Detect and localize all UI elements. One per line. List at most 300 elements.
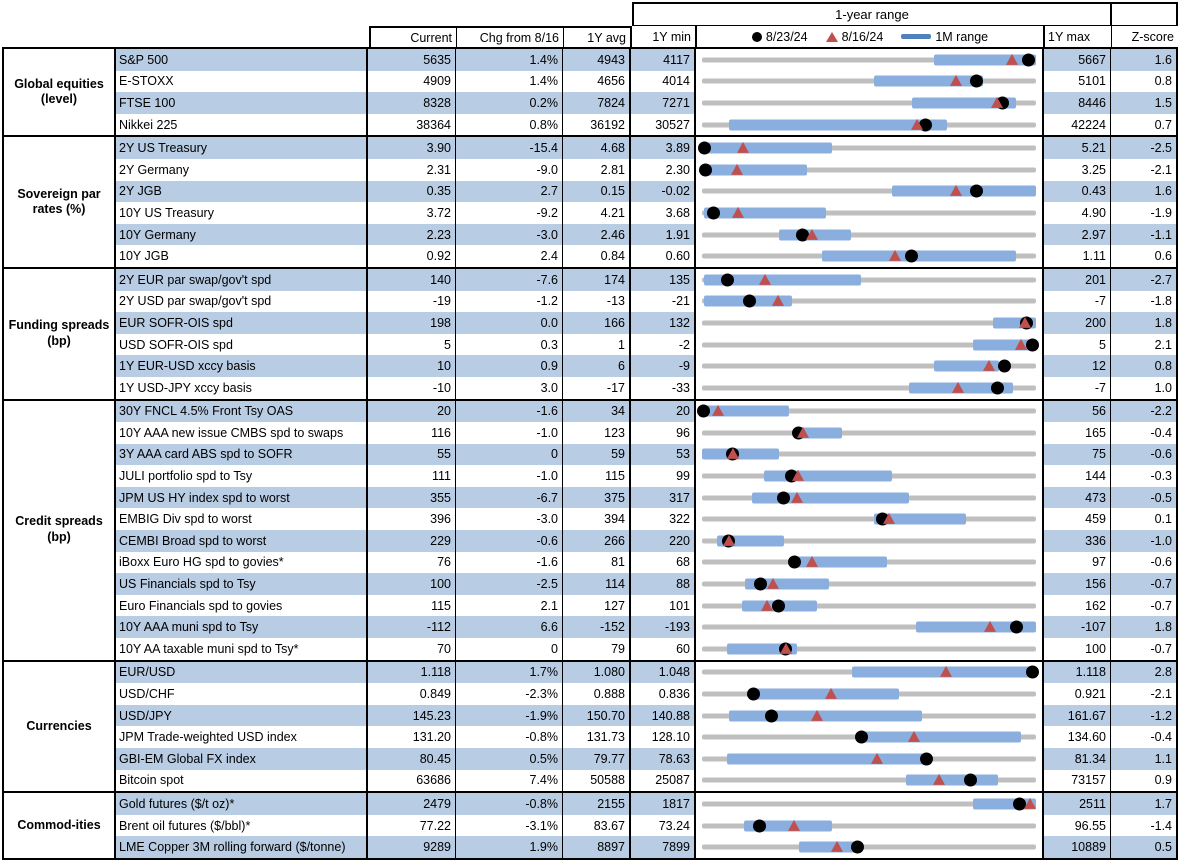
cell-current: 140 [368, 269, 456, 291]
cell-current: 76 [368, 552, 456, 574]
range-chart-cell [696, 726, 1044, 748]
cell-1y-min: 60 [631, 638, 696, 660]
row-label: S&P 500 [116, 49, 368, 71]
cell-1y-max: 162 [1044, 595, 1111, 617]
current-level-dot [920, 752, 933, 765]
column-header-1y-min: 1Y min [632, 26, 697, 47]
range-chart-cell [696, 92, 1044, 114]
range-chart-cell [696, 269, 1044, 291]
prior-week-triangle [991, 97, 1003, 108]
current-level-dot [1022, 53, 1035, 66]
cell-1y-min: 0.60 [631, 245, 696, 267]
row-label: US Financials spd to Tsy [116, 573, 368, 595]
prior-week-triangle [737, 142, 749, 153]
cell-1y-avg: 34 [563, 401, 631, 423]
cell-1y-avg: 166 [563, 312, 631, 334]
cell-1y-max: 5101 [1044, 71, 1111, 93]
cell-1y-avg: 7824 [563, 92, 631, 114]
row-label: CEMBI Broad spd to worst [116, 530, 368, 552]
row-label: 2Y JGB [116, 181, 368, 203]
one-month-range-bar [704, 207, 826, 218]
range-chart-cell [696, 137, 1044, 159]
cell-1y-avg: 266 [563, 530, 631, 552]
cell-1y-avg: 4943 [563, 49, 631, 71]
row-label: 2Y USD par swap/gov't spd [116, 291, 368, 313]
cell-1y-min: 0.836 [631, 683, 696, 705]
range-track [702, 232, 1036, 237]
header-spacer [2, 26, 369, 47]
cell-1y-min: 4014 [631, 71, 696, 93]
cell-z-score: -0.7 [1111, 573, 1176, 595]
cell-1y-min: -33 [631, 377, 696, 399]
cell-1y-max: 156 [1044, 573, 1111, 595]
current-level-dot [754, 578, 767, 591]
group-1 [4, 135, 1176, 267]
cell-chg: -1.2 [456, 291, 563, 313]
range-chart-cell [696, 114, 1044, 136]
cell-1y-min: 73.24 [631, 815, 696, 837]
cell-z-score: 1.6 [1111, 49, 1176, 71]
range-chart-cell [696, 573, 1044, 595]
black-dot-icon [752, 32, 762, 42]
cell-1y-max: 100 [1044, 638, 1111, 660]
prior-week-triangle [871, 753, 883, 764]
row-label: JPM Trade-weighted USD index [116, 726, 368, 748]
cell-current: 0.92 [368, 245, 456, 267]
cell-chg: -7.6 [456, 269, 563, 291]
row-label: 10Y AAA muni spd to Tsy [116, 616, 368, 638]
cell-1y-avg: 0.15 [563, 181, 631, 203]
cell-z-score: -1.1 [1111, 224, 1176, 246]
one-month-range-bar [729, 710, 923, 721]
range-chart-cell [696, 662, 1044, 684]
cell-1y-max: 2511 [1044, 793, 1111, 815]
cell-current: 2479 [368, 793, 456, 815]
row-label: USD SOFR-OIS spd [116, 334, 368, 356]
group-label [4, 793, 116, 858]
cell-1y-avg: 115 [563, 465, 631, 487]
legend-item-bar [901, 30, 988, 44]
current-level-dot [747, 688, 760, 701]
row-label: EUR/USD [116, 662, 368, 684]
header-row-columns [2, 26, 1178, 47]
cell-1y-max: 56 [1044, 401, 1111, 423]
cell-1y-avg: 4.21 [563, 202, 631, 224]
group-label [4, 269, 116, 399]
prior-week-triangle [1024, 798, 1036, 809]
column-header-z-score: Z-score [1131, 29, 1174, 44]
cell-z-score: 0.1 [1154, 512, 1172, 527]
one-month-range-bar [862, 732, 1021, 743]
prior-week-triangle [831, 841, 843, 852]
row-label: Euro Financials spd to govies [116, 595, 368, 617]
row-label: GBI-EM Global FX index [116, 748, 368, 770]
cell-z-score: -0.6 [1111, 444, 1176, 466]
cell-1y-avg: -13 [563, 291, 631, 313]
cell-current: 100 [368, 573, 456, 595]
prior-week-triangle [761, 599, 773, 610]
cell-z-score: 2.1 [1154, 337, 1172, 352]
one-month-range-bar [752, 492, 909, 503]
one-month-range-bar [702, 143, 832, 154]
prior-week-triangle [825, 688, 837, 699]
current-level-dot [777, 491, 790, 504]
cell-1y-min: 7271 [631, 92, 696, 114]
group-label-line: Sovereign par [17, 186, 101, 201]
cell-z-score: -0.5 [1111, 487, 1176, 509]
range-chart-cell [696, 487, 1044, 509]
current-level-dot [905, 250, 918, 263]
cell-1y-min: 132 [631, 312, 696, 334]
group-label-line: (level) [40, 92, 78, 107]
cell-chg: -0.8% [456, 793, 563, 815]
cell-current: 2.31 [368, 159, 456, 181]
current-level-dot [753, 819, 766, 832]
row-label: Gold futures ($/t oz)* [116, 793, 368, 815]
range-chart-cell [696, 444, 1044, 466]
current-level-dot [1026, 666, 1039, 679]
cell-current: 0.35 [368, 181, 456, 203]
cell-current: 10 [368, 355, 456, 377]
cell-1y-avg: 375 [563, 487, 631, 509]
group-label-line: Funding spreads [8, 318, 110, 333]
row-label: Bitcoin spot [116, 770, 368, 792]
cell-1y-max: 1.118 [1044, 662, 1111, 684]
group-label [4, 137, 116, 267]
range-chart-cell [696, 377, 1044, 399]
cell-1y-min: 317 [631, 487, 696, 509]
cell-z-score: 1.0 [1154, 380, 1172, 395]
cell-z-score: -0.4 [1150, 730, 1172, 745]
header-empty-cell [1112, 2, 1178, 26]
prior-week-triangle [950, 75, 962, 86]
cell-chg: -1.9% [456, 705, 563, 727]
prior-week-triangle [950, 185, 962, 196]
prior-week-triangle [727, 448, 739, 459]
row-label: 3Y AAA card ABS spd to SOFR [116, 444, 368, 466]
prior-week-triangle [791, 492, 803, 503]
cell-1y-max: 134.60 [1044, 726, 1111, 748]
cell-z-score: 0.7 [1154, 117, 1172, 132]
range-chart-cell [696, 401, 1044, 423]
range-chart-cell [696, 71, 1044, 93]
cell-1y-max: 459 [1044, 508, 1111, 530]
cell-1y-min: 220 [631, 530, 696, 552]
cell-1y-max: 81.34 [1044, 748, 1111, 770]
cell-1y-min: 7899 [631, 836, 696, 858]
cell-chg: -3.1% [456, 815, 563, 837]
cell-1y-avg: 79 [563, 638, 631, 660]
cell-1y-min: 1.048 [631, 662, 696, 684]
cell-1y-max: 97 [1044, 552, 1111, 574]
row-label: LME Copper 3M rolling forward ($/tonne) [116, 836, 368, 858]
current-level-dot [721, 273, 734, 286]
prior-week-triangle [811, 709, 823, 720]
range-chart-cell [696, 836, 1044, 858]
legend-item-dot [752, 30, 808, 44]
range-chart-cell [696, 616, 1044, 638]
cell-chg: 2.1 [456, 595, 563, 617]
cell-z-score: 0.9 [1154, 773, 1172, 788]
current-level-dot [1026, 338, 1039, 351]
cell-1y-avg: 2.46 [563, 224, 631, 246]
prior-week-triangle [806, 556, 818, 567]
range-chart-cell [696, 770, 1044, 792]
cell-1y-max: 200 [1044, 312, 1111, 334]
cell-1y-max: 96.55 [1044, 815, 1111, 837]
cell-1y-max: 5667 [1044, 49, 1111, 71]
row-label: EMBIG Div spd to worst [116, 508, 368, 530]
cell-1y-min: -2 [631, 334, 696, 356]
row-label: USD/CHF [116, 683, 368, 705]
cell-1y-avg: 1 [563, 334, 631, 356]
cell-chg: 0 [456, 444, 563, 466]
prior-week-triangle [759, 274, 771, 285]
column-header-1y-avg: 1Y avg [564, 26, 632, 47]
row-label: 10Y US Treasury [116, 202, 368, 224]
one-month-range-bar [874, 76, 983, 87]
current-level-dot [998, 360, 1011, 373]
cell-chg: 1.4% [456, 49, 563, 71]
cell-1y-min: 25087 [631, 770, 696, 792]
range-chart-cell [696, 793, 1044, 815]
cell-1y-avg: 174 [563, 269, 631, 291]
group-0 [4, 47, 1176, 135]
cell-1y-min: 2.30 [631, 159, 696, 181]
cell-current: 38364 [368, 114, 456, 136]
cell-current: 355 [368, 487, 456, 509]
row-label: EUR SOFR-OIS spd [116, 312, 368, 334]
range-chart-cell [696, 705, 1044, 727]
cell-z-score: 0.8 [1154, 74, 1172, 89]
cell-current: 5635 [368, 49, 456, 71]
range-chart-cell [696, 748, 1044, 770]
cell-1y-max: 5 [1044, 334, 1111, 356]
cell-z-score: -1.2 [1111, 705, 1176, 727]
cell-z-score: -2.2 [1111, 401, 1176, 423]
cell-z-score: -1.0 [1111, 530, 1176, 552]
prior-week-triangle [1015, 338, 1027, 349]
cell-current: 111 [368, 465, 456, 487]
range-chart-cell [696, 291, 1044, 313]
cell-current: 0.849 [368, 683, 456, 705]
cell-1y-min: 3.89 [631, 137, 696, 159]
cell-z-score: 1.8 [1111, 312, 1176, 334]
cell-1y-max: 336 [1044, 530, 1111, 552]
prior-week-triangle [780, 643, 792, 654]
group-5 [4, 791, 1176, 858]
prior-week-triangle [792, 470, 804, 481]
cell-current: 3.90 [368, 137, 456, 159]
range-track [702, 320, 1036, 325]
cell-z-score: -0.6 [1150, 555, 1172, 570]
cell-1y-min: 30527 [631, 114, 696, 136]
cell-z-score: 2.8 [1111, 662, 1176, 684]
cell-1y-avg: 123 [563, 422, 631, 444]
group-label-line: (bp) [47, 333, 71, 348]
prior-week-triangle [952, 382, 964, 393]
cell-1y-min: 128.10 [631, 726, 696, 748]
cell-current: 55 [368, 444, 456, 466]
cell-z-score: 1.8 [1111, 616, 1176, 638]
cell-z-score: -2.7 [1111, 269, 1176, 291]
prior-week-triangle [788, 819, 800, 830]
cell-1y-min: -0.02 [631, 181, 696, 203]
group-label [4, 49, 116, 135]
row-label: 2Y EUR par swap/gov't spd [116, 269, 368, 291]
cell-current: 70 [368, 638, 456, 660]
legend-label: 8/16/24 [841, 29, 884, 44]
cell-chg: -3.0 [456, 224, 563, 246]
range-track [702, 845, 1036, 850]
range-chart-cell [696, 422, 1044, 444]
prior-week-triangle [933, 774, 945, 785]
one-month-range-bar [934, 54, 1036, 65]
cell-chg: -1.6 [456, 552, 563, 574]
cell-chg: -3.0 [456, 508, 563, 530]
market-monitor-table [2, 2, 1178, 860]
cell-1y-max: 3.25 [1044, 159, 1111, 181]
prior-week-triangle [732, 207, 744, 218]
cell-1y-min: 78.63 [631, 748, 696, 770]
prior-week-triangle [797, 427, 809, 438]
cell-z-score: 1.5 [1111, 92, 1176, 114]
column-header-1y-max: 1Y max [1045, 26, 1112, 47]
prior-week-triangle [911, 118, 923, 129]
cell-1y-max: 0.921 [1044, 683, 1111, 705]
cell-1y-min: 20 [631, 401, 696, 423]
cell-current: 396 [368, 508, 456, 530]
current-level-dot [851, 841, 864, 854]
range-chart-cell [696, 508, 1044, 530]
column-header-current: Current [369, 26, 457, 47]
header-row-range [2, 2, 1178, 26]
cell-chg: 2.4 [456, 245, 563, 267]
cell-chg: -15.4 [456, 137, 563, 159]
cell-z-score: -2.1 [1150, 687, 1172, 702]
row-label: 2Y US Treasury [116, 137, 368, 159]
cell-z-score: 1.6 [1111, 181, 1176, 203]
cell-current: 8328 [368, 92, 456, 114]
cell-z-score: -2.1 [1150, 162, 1172, 177]
range-chart-cell [696, 465, 1044, 487]
cell-current: 116 [368, 422, 456, 444]
row-label: 30Y FNCL 4.5% Front Tsy OAS [116, 401, 368, 423]
cell-chg: 1.4% [456, 71, 563, 93]
cell-z-score: -1.4 [1150, 818, 1172, 833]
row-label: JPM US HY index spd to worst [116, 487, 368, 509]
cell-1y-max: -7 [1044, 291, 1111, 313]
range-chart-cell [696, 530, 1044, 552]
legend-label: 1M range [935, 29, 989, 44]
range-chart-cell [696, 312, 1044, 334]
cell-1y-avg: 79.77 [563, 748, 631, 770]
cell-1y-max: 0.43 [1044, 181, 1111, 203]
cell-current: 198 [368, 312, 456, 334]
group-2 [4, 267, 1176, 399]
one-month-range-bar [702, 449, 779, 460]
one-month-range-bar [727, 753, 926, 764]
cell-chg: -9.0 [456, 159, 563, 181]
row-label: 10Y JGB [116, 245, 368, 267]
cell-z-score: -0.7 [1150, 598, 1172, 613]
cell-z-score: -1.9 [1150, 205, 1172, 220]
range-header-title: 1-year range [632, 2, 1112, 26]
cell-1y-avg: 4.68 [563, 137, 631, 159]
row-label: Brent oil futures ($/bbl)* [116, 815, 368, 837]
cell-1y-avg: 131.73 [563, 726, 631, 748]
current-level-dot [772, 599, 785, 612]
group-label-line: Commod-ities [17, 817, 101, 832]
prior-week-triangle [940, 666, 952, 677]
cell-chg: 0.3 [456, 334, 563, 356]
cell-1y-avg: 83.67 [563, 815, 631, 837]
cell-z-score: 0.5 [1111, 836, 1176, 858]
row-label: 1Y USD-JPY xccy basis [116, 377, 368, 399]
current-level-dot [697, 405, 710, 418]
cell-chg: -6.7 [456, 487, 563, 509]
range-chart-cell [696, 224, 1044, 246]
cell-current: 80.45 [368, 748, 456, 770]
cell-current: 4909 [368, 71, 456, 93]
cell-1y-min: 68 [631, 552, 696, 574]
cell-chg: 1.9% [456, 836, 563, 858]
row-label: 10Y Germany [116, 224, 368, 246]
row-label: FTSE 100 [116, 92, 368, 114]
range-chart-cell [696, 245, 1044, 267]
cell-1y-min: 135 [631, 269, 696, 291]
current-level-dot [765, 709, 778, 722]
cell-1y-max: 165 [1044, 422, 1111, 444]
row-label: USD/JPY [116, 705, 368, 727]
range-track [702, 430, 1036, 435]
cell-current: -112 [368, 616, 456, 638]
group-label-line: Currencies [26, 718, 92, 733]
cell-current: 2.23 [368, 224, 456, 246]
cell-current: 3.72 [368, 202, 456, 224]
range-chart-cell [696, 815, 1044, 837]
range-track [702, 79, 1036, 84]
cell-1y-max: 73157 [1044, 770, 1111, 792]
cell-current: 131.20 [368, 726, 456, 748]
cell-z-score: -2.5 [1111, 137, 1176, 159]
cell-1y-min: 140.88 [631, 705, 696, 727]
cell-current: 20 [368, 401, 456, 423]
cell-1y-max: -7 [1044, 377, 1111, 399]
prior-week-triangle [767, 578, 779, 589]
cell-1y-max: -107 [1044, 616, 1111, 638]
cell-1y-avg: 0.84 [563, 245, 631, 267]
cell-current: 229 [368, 530, 456, 552]
current-level-dot [970, 185, 983, 198]
current-level-dot [707, 206, 720, 219]
row-label: JULI portfolio spd to Tsy [116, 465, 368, 487]
cell-current: -19 [368, 291, 456, 313]
cell-1y-avg: -152 [563, 616, 631, 638]
cell-1y-min: 96 [631, 422, 696, 444]
range-chart-cell [696, 638, 1044, 660]
cell-1y-max: 5.21 [1044, 137, 1111, 159]
prior-week-triangle [712, 405, 724, 416]
group-3 [4, 399, 1176, 660]
cell-current: 1.118 [368, 662, 456, 684]
cell-1y-avg: 394 [563, 508, 631, 530]
cell-1y-min: 88 [631, 573, 696, 595]
one-month-range-bar [822, 251, 1016, 262]
legend-item-triangle [826, 30, 884, 44]
cell-z-score: -0.4 [1150, 425, 1172, 440]
group-4 [4, 660, 1176, 792]
